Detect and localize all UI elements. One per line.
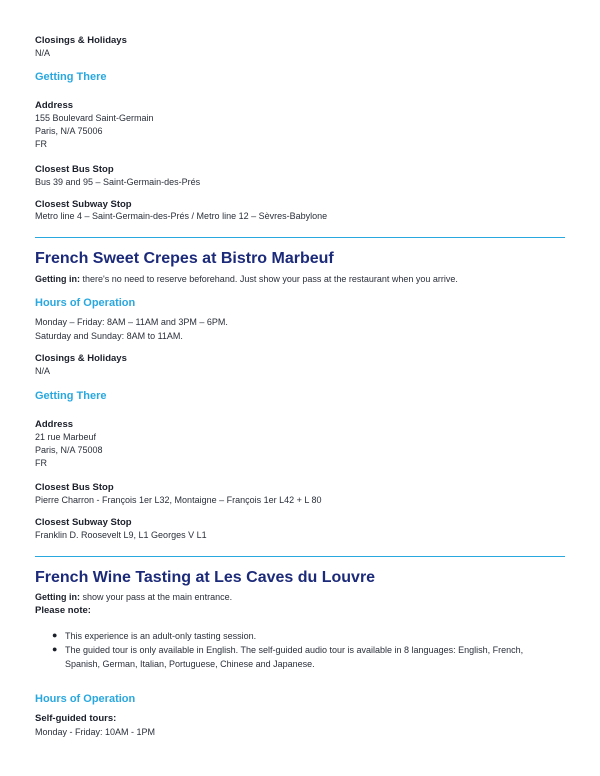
subway-stop-label: Closest Subway Stop [35,199,132,210]
section-divider [35,237,565,238]
bus-stop-label: Closest Bus Stop [35,164,114,175]
subway-stop-value: Franklin D. Roosevelt L9, L1 Georges V L1 [35,530,207,540]
subway-stop-value: Metro line 4 – Saint-Germain-des-Prés / Metro line 12 – Sèvres-Babylone [35,211,328,221]
bus-stop-value: Bus 39 and 95 – Saint-Germain-des-Prés [35,177,201,187]
hours-line: Monday – Friday: 8AM – 11AM and 3PM – 6PM. [35,317,228,327]
hours-heading: Hours of Operation [35,693,136,705]
bullet-icon: ● [52,644,58,654]
getting-there-heading: Getting There [35,390,107,402]
getting-in-label: Getting in: [35,274,80,284]
getting-in-line [35,274,458,284]
getting-in-text: show your pass at the main entrance. [80,592,233,602]
section-divider [35,556,565,557]
getting-in-label: Getting in: [35,592,80,602]
bullet-item: The guided tour is only available in English. The self-guided audio tour is available in 8 languages: English, French, [65,645,524,655]
bullet-item-continuation: Spanish, German, Italian, Portuguese, Chinese and Japanese. [65,659,315,669]
address-line: 21 rue Marbeuf [35,432,97,442]
address-line: FR [35,139,47,149]
closings-label: Closings & Holidays [35,353,127,364]
section-title: French Sweet Crepes at Bistro Marbeuf [35,250,334,267]
self-guided-label: Self-guided tours: [35,713,117,724]
address-line: 155 Boulevard Saint-Germain [35,113,154,123]
getting-in-text: there's no need to reserve beforehand. Just show your pass at the restaurant when you arrive. [80,274,458,284]
bullet-item: This experience is an adult-only tasting session. [65,631,257,641]
getting-in-line [35,592,232,602]
closings-label: Closings & Holidays [35,35,127,46]
bullet-icon: ● [52,630,58,640]
bus-stop-value: Pierre Charron - François 1er L32, Montaigne – François 1er L42 + L 80 [35,495,322,505]
subway-stop-label: Closest Subway Stop [35,517,132,528]
hours-heading: Hours of Operation [35,297,136,309]
closings-value: N/A [35,366,51,376]
address-line: FR [35,458,47,468]
address-label: Address [35,419,74,430]
address-label: Address [35,100,74,111]
address-line: Paris, N/A 75006 [35,126,103,136]
closings-value: N/A [35,48,51,58]
address-line: Paris, N/A 75008 [35,445,103,455]
please-note-label: Please note: [35,605,91,616]
getting-there-heading: Getting There [35,71,107,83]
hours-line: Saturday and Sunday: 8AM to 11AM. [35,331,183,341]
bus-stop-label: Closest Bus Stop [35,482,114,493]
self-guided-value: Monday - Friday: 10AM - 1PM [35,727,156,737]
section-title: French Wine Tasting at Les Caves du Louvre [35,569,376,586]
